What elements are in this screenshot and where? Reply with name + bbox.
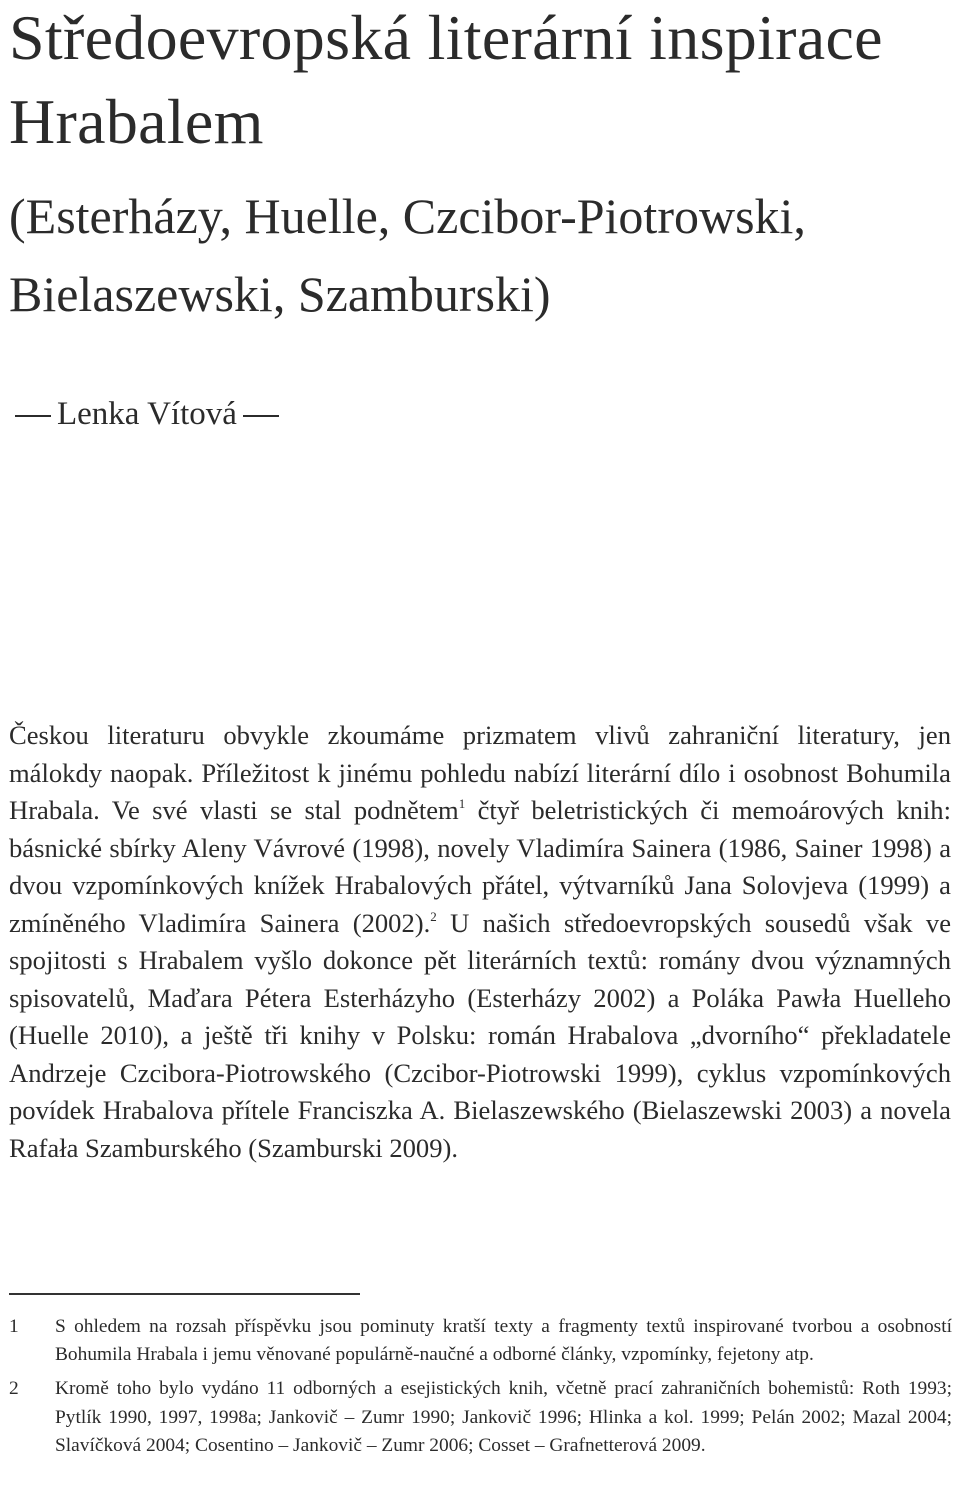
body-text-part-2: čtyř beletristických či memoárových knih: básnické sbírky Aleny Vávrové (1998), novely Vladimíra Sainera (1986, Sainer 1998) a dvou vzpomínkových knížek Hrabalových přátel, výtvarníků Jana Solovjeva (1999) a zmíněného Vladimíra Sainera (2002). [9,795,951,938]
author-dash-right [243,415,279,417]
author-line [9,392,285,436]
footnotes [9,1313,952,1466]
article-title: Středoevropská literární inspirace Hrabalem [9,2,883,157]
footnote-ref-1[interactable]: 1 [458,796,466,811]
footnote-text: S ohledem na rozsah příspěvku jsou pominuty kratší texty a fragmenty textů inspirované tvorbou a osobností Bohumila Hrabala i jemu věnované populárně-naučné a odborné články, vzpomínky, fejetony atp. [55,1316,952,1366]
author-dash-left [15,415,51,417]
body-text-part-3: U našich středoevropských sousedů však ve spojitosti s Hrabalem vyšlo dokonce pět literárních textů: romány dvou významných spisovatelů, Maďara Pétera Esterházyho (Esterházy 2002) a Poláka Pawła Huelleho (Huelle 2010), a ještě tři knihy v Polsku: román Hrabalova „dvorního“ překladatele Andrzeje Czcibora-Piotrowského (Czcibor-Piotrowski 1999), cyklus vzpomínkových povídek Hrabalova přítele Franciszka A. Bielaszewského (Bielaszewski 2003) a novela Rafała Szamburského (Szamburski 2009). [9,907,951,1163]
footnote-1 [9,1313,952,1369]
footnote-ref-2[interactable]: 2 [430,908,437,924]
author-name: Lenka Vítová [57,396,237,432]
footnote-text: Kromě toho bylo vydáno 11 odborných a esejistických knih, včetně prací zahraničních bohemistů: Roth 1993; Pytlík 1990, 1997, 1998a; Jankovič – Zumr 1990; Jankovič 1996; Hlinka a kol. 1999; Pelán 2002; Mazal 2004; Slavíčková 2004; Cosentino – Jankovič – Zumr 2006; Cosset – Grafnetterová 2009. [55,1378,952,1456]
footnote-divider [9,1293,360,1295]
footnote-number: 2 [9,1378,19,1400]
footnote-2 [9,1375,952,1460]
body-paragraph [9,717,951,1167]
article-subtitle: (Esterházy, Huelle, Czcibor-Piotrowski, Bielaszewski, Szamburski) [9,188,806,322]
body-text-part-1: Českou literaturu obvykle zkoumáme prizmatem vlivů zahraniční literatury, jen málokdy naopak. Příležitost k jinému pohledu nabízí literární dílo i osobnost Bohumila Hrabala. Ve své vlasti se stal podnětem [9,720,951,825]
footnote-number: 1 [9,1316,19,1337]
